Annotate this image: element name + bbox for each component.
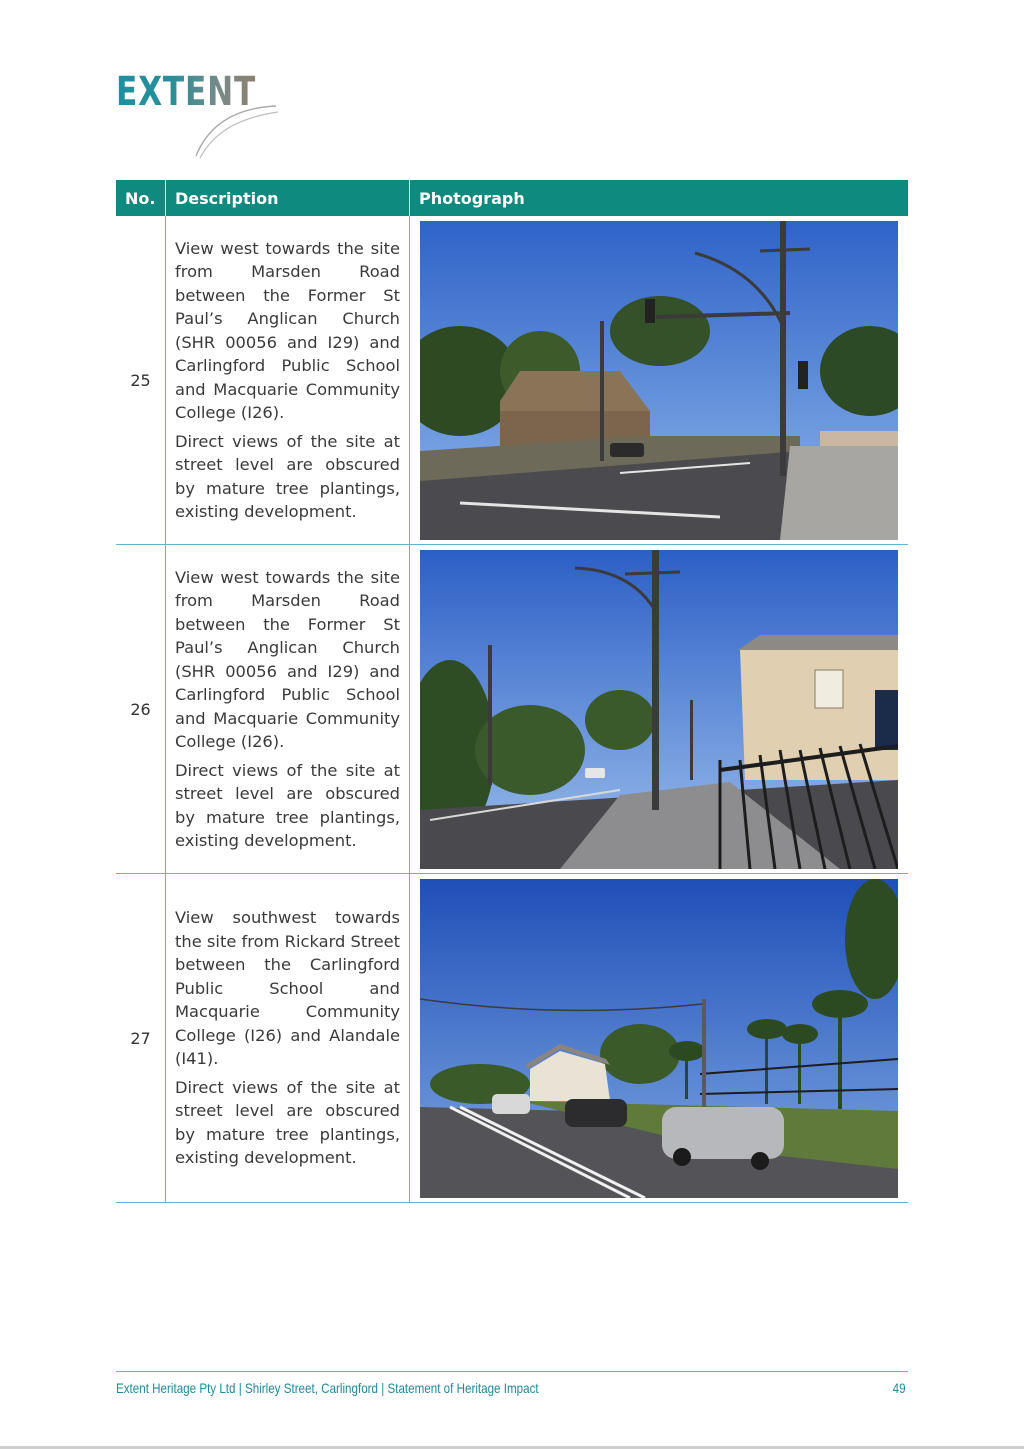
street-photo bbox=[420, 550, 898, 869]
table-row bbox=[116, 874, 908, 1203]
description-paragraph: View west towards the site from Marsden Road between the Former St Paul’s Anglican Church (SHR 00056 and I29) and Carlingford Public School and Macquarie Community College (I26). bbox=[175, 567, 400, 751]
description-paragraph: View west towards the site from Marsden Road between the Former St Paul’s Anglican Church (SHR 00056 and I29) and Carlingford Public School and Macquarie Community College (I26). bbox=[175, 238, 400, 422]
street-photo bbox=[420, 879, 898, 1198]
extent-logo bbox=[116, 70, 281, 160]
view-number: 26 bbox=[116, 545, 166, 873]
street-photo bbox=[420, 221, 898, 540]
header-description: Description bbox=[166, 180, 410, 216]
photo-cell bbox=[410, 545, 908, 873]
header-photograph: Photograph bbox=[419, 188, 525, 208]
description-paragraph: View southwest towards the site from Rickard Street between the Carlingford Public School and Macquarie Community College (I26) and Alandale (I41). bbox=[175, 908, 400, 1069]
view-description bbox=[166, 874, 410, 1202]
view-number: 25 bbox=[116, 216, 166, 544]
view-description bbox=[166, 545, 410, 873]
table-row bbox=[116, 545, 908, 874]
description-paragraph: Direct views of the site at street level are obscured by mature tree plantings, existing development. bbox=[175, 760, 400, 850]
table-row bbox=[116, 216, 908, 545]
header-no: No. bbox=[116, 180, 166, 216]
view-number: 27 bbox=[116, 874, 166, 1202]
page-number: 49 bbox=[893, 1380, 906, 1396]
description-paragraph: Direct views of the site at street level are obscured by mature tree plantings, existing development. bbox=[175, 1077, 400, 1168]
view-description bbox=[166, 216, 410, 544]
logo-swoosh-icon bbox=[186, 98, 281, 160]
photo-cell bbox=[410, 216, 908, 544]
logo-wordmark: EXTENT bbox=[116, 69, 257, 115]
photo-cell bbox=[410, 874, 908, 1202]
views-table bbox=[116, 180, 908, 1203]
footer-text: Extent Heritage Pty Ltd | Shirley Street, Carlingford | Statement of Heritage Impact bbox=[116, 1380, 539, 1396]
footer-divider bbox=[116, 1371, 908, 1372]
table-header bbox=[116, 180, 908, 216]
description-paragraph: Direct views of the site at street level are obscured by mature tree plantings, existing development. bbox=[175, 431, 400, 521]
